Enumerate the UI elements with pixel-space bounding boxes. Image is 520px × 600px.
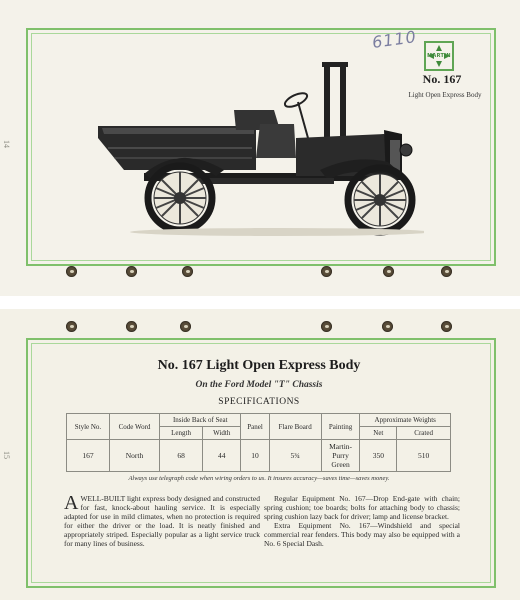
header-panel: Panel — [241, 414, 269, 440]
logo-text: MARTIN — [427, 53, 451, 59]
truck-illustration — [84, 58, 424, 238]
page-number: 15 — [2, 451, 11, 459]
header-crated: Crated — [397, 427, 451, 440]
page-title: No. 167 Light Open Express Body — [157, 358, 361, 373]
specifications-table — [66, 413, 451, 472]
cell-net: 350 — [360, 440, 397, 472]
handwritten-note: 6110 — [370, 26, 418, 53]
header-net: Net — [360, 427, 397, 440]
binder-hole — [382, 321, 393, 332]
header-style-no: Style No. — [67, 414, 110, 440]
header-approx-weights: Approximate Weights — [360, 414, 451, 427]
binder-hole — [321, 321, 332, 332]
cell-panel: 10 — [241, 440, 269, 472]
binder-hole — [383, 266, 394, 277]
description-text: WELL-BUILT light express body designed and constructed for fast, knock-about hauling service. It is especially adapted for use in mild climates, when no protection is required for either the driver or the load. It is neatly finished and appropriately striped. Especially popular as a light service truck for many lines of business. — [64, 494, 260, 548]
martin-logo — [424, 41, 454, 71]
binder-hole — [441, 321, 452, 332]
regular-equipment-text: Regular Equipment No. 167—Drop End-gate with chain; spring cushion; toe boards; bolts for attaching body to chassis; spring cushion lazy back for driver; lamp and license bracket. — [264, 494, 460, 521]
catalog-page-bottom — [0, 309, 520, 600]
binder-hole — [180, 321, 191, 332]
header-length: Length — [160, 427, 203, 440]
cell-crated: 510 — [397, 440, 451, 472]
header-painting: Painting — [321, 414, 360, 440]
binder-hole — [66, 266, 77, 277]
page-subtitle: On the Ford Model "T" Chassis — [195, 380, 323, 390]
painting-line: Purry — [332, 451, 349, 460]
binder-hole — [66, 321, 77, 332]
binder-hole — [182, 266, 193, 277]
header-code-word: Code Word — [109, 414, 159, 440]
model-subtitle: Light Open Express Body — [408, 91, 482, 99]
header-inside-back-of-seat: Inside Back of Seat — [160, 414, 241, 427]
telegraph-note: Always use telegraph code when wiring orders to us. It insures accuracy—saves time—saves money. — [128, 475, 390, 482]
painting-line: Martin- — [329, 442, 353, 451]
page-number: 14 — [2, 140, 11, 148]
binder-hole — [441, 266, 452, 277]
catalog-page-top — [0, 0, 520, 296]
cell-flare-board: 5¾ — [269, 440, 321, 472]
header-flare-board: Flare Board — [269, 414, 321, 440]
cell-width: 44 — [203, 440, 241, 472]
binder-hole — [126, 266, 137, 277]
table-row — [67, 440, 451, 472]
page-divider — [0, 296, 520, 309]
cell-code-word: North — [109, 440, 159, 472]
header-width: Width — [203, 427, 241, 440]
drop-cap: A — [64, 492, 79, 514]
cell-length: 68 — [160, 440, 203, 472]
description-column — [64, 494, 260, 548]
specifications-heading: SPECIFICATIONS — [218, 397, 300, 407]
cell-style-no: 167 — [67, 440, 110, 472]
binder-hole — [321, 266, 332, 277]
binder-hole — [126, 321, 137, 332]
extra-equipment-text: Extra Equipment No. 167—Windshield and special commercial rear fenders. This body may also be equipped with a No. 6 Special Dash. — [264, 521, 460, 548]
painting-line: Green — [331, 460, 350, 469]
cell-painting — [321, 440, 360, 472]
equipment-column — [264, 494, 460, 548]
model-number: No. 167 — [422, 72, 462, 86]
